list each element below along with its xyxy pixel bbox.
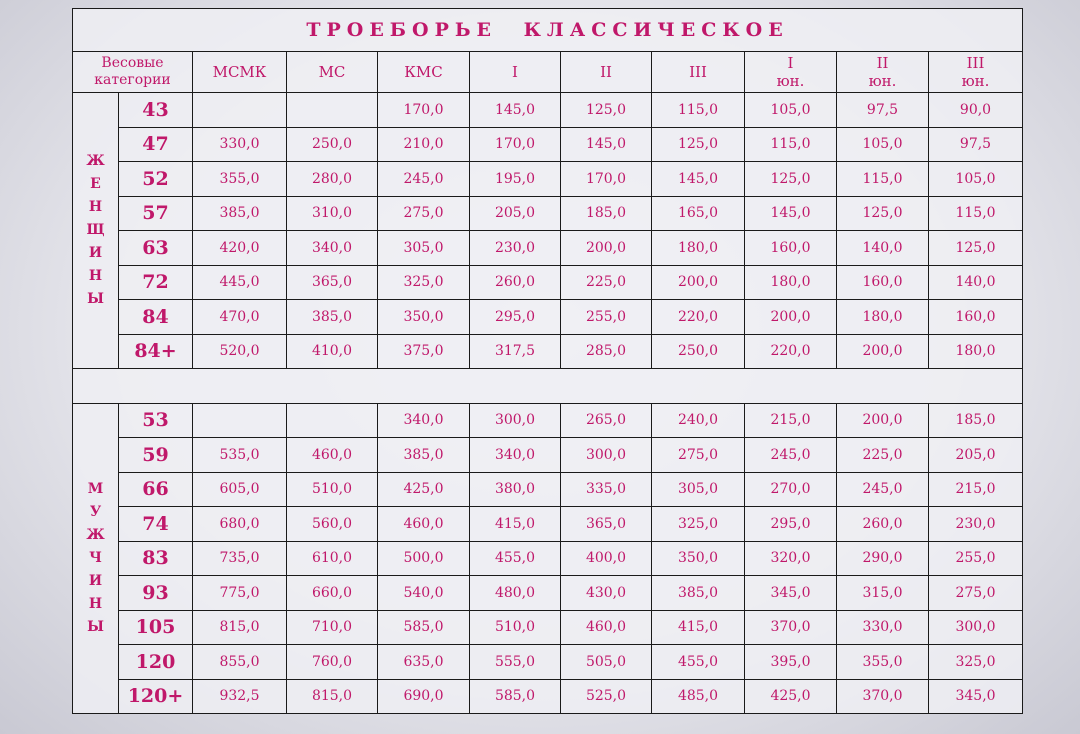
weight-category-cell: 43 [119,93,193,128]
standard-value-cell: 370,0 [745,610,837,645]
standard-value-cell: 385,0 [287,300,378,335]
table-row [73,334,1023,369]
standard-value-cell: 815,0 [193,610,287,645]
standard-value-cell: 160,0 [929,300,1023,335]
women-label-letter: Щ [86,222,105,238]
rank-header [929,52,1023,93]
standard-value-cell: 445,0 [193,265,287,300]
standard-value-cell: 140,0 [837,231,929,266]
standard-value-cell: 410,0 [287,334,378,369]
standards-sheet [72,8,1022,714]
women-label-letter: Ж [86,153,105,169]
standard-value-cell: 140,0 [929,265,1023,300]
standard-value-cell: 97,5 [929,127,1023,162]
weight-category-cell: 63 [119,231,193,266]
standard-value-cell: 460,0 [561,610,652,645]
standard-value-cell: 380,0 [470,472,561,507]
rank-header [561,52,652,93]
standard-value-cell: 500,0 [378,541,470,576]
standard-value-cell: 245,0 [378,162,470,197]
standard-value-cell: 200,0 [837,334,929,369]
standards-table [72,8,1023,714]
standard-value-cell: 375,0 [378,334,470,369]
standard-value-cell: 200,0 [652,265,745,300]
weight-category-cell: 53 [119,403,193,438]
table-row [73,196,1023,231]
standard-value-cell: 420,0 [193,231,287,266]
rank-header [378,52,470,93]
table-row [73,472,1023,507]
standard-value-cell: 370,0 [837,679,929,714]
standard-value-cell: 145,0 [470,93,561,128]
standard-value-cell: 345,0 [929,679,1023,714]
standard-value-cell: 225,0 [837,438,929,473]
standard-value-cell: 160,0 [745,231,837,266]
standard-value-cell: 160,0 [837,265,929,300]
standard-value-cell: 200,0 [561,231,652,266]
weight-category-cell: 72 [119,265,193,300]
table-title: ТРОЕБОРЬЕ КЛАССИЧЕСКОЕ [73,9,1023,52]
standard-value-cell: 125,0 [652,127,745,162]
rank-header-line1: III [689,63,707,81]
table-row [73,265,1023,300]
table-row [73,645,1023,680]
standard-value-cell: 505,0 [561,645,652,680]
table-row [73,93,1023,128]
standard-value-cell: 200,0 [745,300,837,335]
weight-category-header-line2: категории [94,72,171,88]
separator-cell [73,369,1023,404]
weight-category-cell: 57 [119,196,193,231]
standard-value-cell: 340,0 [470,438,561,473]
standard-value-cell: 510,0 [287,472,378,507]
standard-value-cell: 105,0 [929,162,1023,197]
standard-value-cell [193,93,287,128]
standard-value-cell: 610,0 [287,541,378,576]
standard-value-cell: 290,0 [837,541,929,576]
standard-value-cell: 125,0 [561,93,652,128]
women-label [73,93,119,369]
standard-value-cell: 585,0 [470,679,561,714]
standard-value-cell: 760,0 [287,645,378,680]
standard-value-cell: 215,0 [745,403,837,438]
standard-value-cell: 325,0 [378,265,470,300]
weight-category-cell: 83 [119,541,193,576]
standard-value-cell: 525,0 [561,679,652,714]
men-label-letter: Ж [86,526,105,543]
standard-value-cell: 775,0 [193,576,287,611]
women-label-letter: Ы [87,291,104,307]
standard-value-cell: 540,0 [378,576,470,611]
weight-category-cell: 52 [119,162,193,197]
standard-value-cell: 385,0 [378,438,470,473]
standard-value-cell: 115,0 [745,127,837,162]
standard-value-cell: 932,5 [193,679,287,714]
standard-value-cell: 260,0 [837,507,929,542]
weight-category-header-line1: Весовые [101,55,164,71]
standard-value-cell: 115,0 [837,162,929,197]
rank-header [745,52,837,93]
standard-value-cell: 460,0 [287,438,378,473]
standard-value-cell: 260,0 [470,265,561,300]
table-row [73,576,1023,611]
standard-value-cell: 285,0 [561,334,652,369]
standard-value-cell: 125,0 [745,162,837,197]
table-row [73,541,1023,576]
standard-value-cell: 415,0 [652,610,745,645]
standard-value-cell: 317,5 [470,334,561,369]
standard-value-cell: 300,0 [470,403,561,438]
standard-value-cell: 315,0 [837,576,929,611]
weight-category-cell: 74 [119,507,193,542]
men-label-letter: У [89,503,102,520]
standard-value-cell: 305,0 [378,231,470,266]
weight-category-cell: 120 [119,645,193,680]
standard-value-cell: 230,0 [929,507,1023,542]
standard-value-cell: 815,0 [287,679,378,714]
rank-header-line1: МСМК [212,63,267,81]
weight-category-cell: 93 [119,576,193,611]
standard-value-cell: 330,0 [193,127,287,162]
standard-value-cell: 205,0 [929,438,1023,473]
rank-header-line1: МС [318,63,346,81]
standard-value-cell: 735,0 [193,541,287,576]
weight-category-cell: 120+ [119,679,193,714]
table-row [73,127,1023,162]
title-row [73,9,1023,52]
standard-value-cell: 365,0 [287,265,378,300]
standard-value-cell: 555,0 [470,645,561,680]
standard-value-cell: 320,0 [745,541,837,576]
standard-value-cell: 105,0 [837,127,929,162]
rank-header [287,52,378,93]
rank-header-line1: III [966,54,985,72]
standard-value-cell: 470,0 [193,300,287,335]
weight-category-cell: 66 [119,472,193,507]
standard-value-cell: 250,0 [652,334,745,369]
table-row [73,438,1023,473]
standard-value-cell: 145,0 [652,162,745,197]
standard-value-cell: 265,0 [561,403,652,438]
standard-value-cell: 385,0 [652,576,745,611]
weight-category-cell: 84+ [119,334,193,369]
weight-category-cell: 84 [119,300,193,335]
women-label-letter: И [88,245,103,261]
standard-value-cell: 195,0 [470,162,561,197]
rank-header [193,52,287,93]
standard-value-cell: 165,0 [652,196,745,231]
standard-value-cell: 220,0 [745,334,837,369]
weight-category-cell: 47 [119,127,193,162]
standard-value-cell: 97,5 [837,93,929,128]
separator-row [73,369,1023,404]
standard-value-cell: 295,0 [745,507,837,542]
table-row [73,162,1023,197]
rank-header-line1: II [876,54,889,72]
standard-value-cell: 305,0 [652,472,745,507]
standard-value-cell: 185,0 [561,196,652,231]
standard-value-cell: 115,0 [652,93,745,128]
standard-value-cell: 125,0 [929,231,1023,266]
standard-value-cell: 385,0 [193,196,287,231]
rank-header-line1: КМС [404,63,443,81]
weight-category-cell: 59 [119,438,193,473]
standard-value-cell: 425,0 [745,679,837,714]
men-label-letter: И [88,572,103,589]
standard-value-cell: 460,0 [378,507,470,542]
standard-value-cell: 255,0 [561,300,652,335]
standard-value-cell: 115,0 [929,196,1023,231]
rank-header [652,52,745,93]
standard-value-cell: 245,0 [745,438,837,473]
standard-value-cell: 180,0 [837,300,929,335]
standard-value-cell: 125,0 [837,196,929,231]
standard-value-cell: 145,0 [561,127,652,162]
rank-header-line2: юн. [776,72,805,90]
standard-value-cell: 270,0 [745,472,837,507]
standard-value-cell: 325,0 [929,645,1023,680]
standard-value-cell: 275,0 [652,438,745,473]
standard-value-cell: 185,0 [929,403,1023,438]
standard-value-cell: 485,0 [652,679,745,714]
standard-value-cell: 145,0 [745,196,837,231]
standard-value-cell: 230,0 [470,231,561,266]
men-label-letter: Ы [87,618,104,635]
standard-value-cell: 330,0 [837,610,929,645]
standard-value-cell: 635,0 [378,645,470,680]
rank-header-line2: юн. [868,72,897,90]
standard-value-cell: 340,0 [378,403,470,438]
standard-value-cell: 350,0 [378,300,470,335]
rank-header [470,52,561,93]
standard-value-cell: 295,0 [470,300,561,335]
men-label-letter: Ч [89,549,102,566]
standard-value-cell: 345,0 [745,576,837,611]
rank-header [837,52,929,93]
standard-value-cell: 275,0 [929,576,1023,611]
standard-value-cell: 325,0 [652,507,745,542]
standard-value-cell: 425,0 [378,472,470,507]
standard-value-cell: 105,0 [745,93,837,128]
standard-value-cell: 170,0 [470,127,561,162]
standard-value-cell: 455,0 [652,645,745,680]
standard-value-cell: 560,0 [287,507,378,542]
standard-value-cell: 240,0 [652,403,745,438]
standard-value-cell: 215,0 [929,472,1023,507]
standard-value-cell: 535,0 [193,438,287,473]
rank-header-line1: II [600,63,612,81]
men-label-letter: М [87,480,104,497]
standard-value-cell: 365,0 [561,507,652,542]
standard-value-cell: 225,0 [561,265,652,300]
standard-value-cell: 300,0 [561,438,652,473]
standard-value-cell: 180,0 [745,265,837,300]
rank-header-line1: I [787,54,794,72]
standard-value-cell: 395,0 [745,645,837,680]
standard-value-cell: 255,0 [929,541,1023,576]
standard-value-cell: 210,0 [378,127,470,162]
standard-value-cell: 180,0 [929,334,1023,369]
table-row [73,403,1023,438]
standard-value-cell: 340,0 [287,231,378,266]
standard-value-cell: 300,0 [929,610,1023,645]
standard-value-cell: 170,0 [378,93,470,128]
standard-value-cell: 220,0 [652,300,745,335]
weight-category-header [73,52,193,93]
standard-value-cell: 400,0 [561,541,652,576]
standard-value-cell: 90,0 [929,93,1023,128]
standard-value-cell: 310,0 [287,196,378,231]
standard-value-cell: 855,0 [193,645,287,680]
standard-value-cell [193,403,287,438]
standard-value-cell: 335,0 [561,472,652,507]
table-row [73,300,1023,335]
standard-value-cell: 660,0 [287,576,378,611]
standard-value-cell: 355,0 [193,162,287,197]
table-row [73,610,1023,645]
standard-value-cell: 680,0 [193,507,287,542]
women-label-letter: Н [88,199,103,215]
table-row [73,231,1023,266]
table-row [73,507,1023,542]
standard-value-cell: 200,0 [837,403,929,438]
standard-value-cell: 205,0 [470,196,561,231]
standard-value-cell: 585,0 [378,610,470,645]
standard-value-cell: 355,0 [837,645,929,680]
standard-value-cell: 430,0 [561,576,652,611]
standard-value-cell: 350,0 [652,541,745,576]
standard-value-cell: 480,0 [470,576,561,611]
standard-value-cell: 510,0 [470,610,561,645]
weight-category-cell: 105 [119,610,193,645]
men-label-letter: Н [88,595,103,612]
standard-value-cell: 275,0 [378,196,470,231]
women-label-letter: Н [88,268,103,284]
header-row [73,52,1023,93]
standard-value-cell: 605,0 [193,472,287,507]
standard-value-cell: 690,0 [378,679,470,714]
standard-value-cell: 710,0 [287,610,378,645]
standard-value-cell: 455,0 [470,541,561,576]
standard-value-cell: 180,0 [652,231,745,266]
standard-value-cell: 520,0 [193,334,287,369]
rank-header-line1: I [512,63,518,81]
table-row [73,679,1023,714]
standard-value-cell: 415,0 [470,507,561,542]
standard-value-cell: 170,0 [561,162,652,197]
standard-value-cell [287,93,378,128]
standard-value-cell: 280,0 [287,162,378,197]
men-label [73,403,119,714]
standard-value-cell: 245,0 [837,472,929,507]
women-label-letter: Е [90,176,101,192]
rank-header-line2: юн. [961,72,990,90]
standard-value-cell [287,403,378,438]
standard-value-cell: 250,0 [287,127,378,162]
